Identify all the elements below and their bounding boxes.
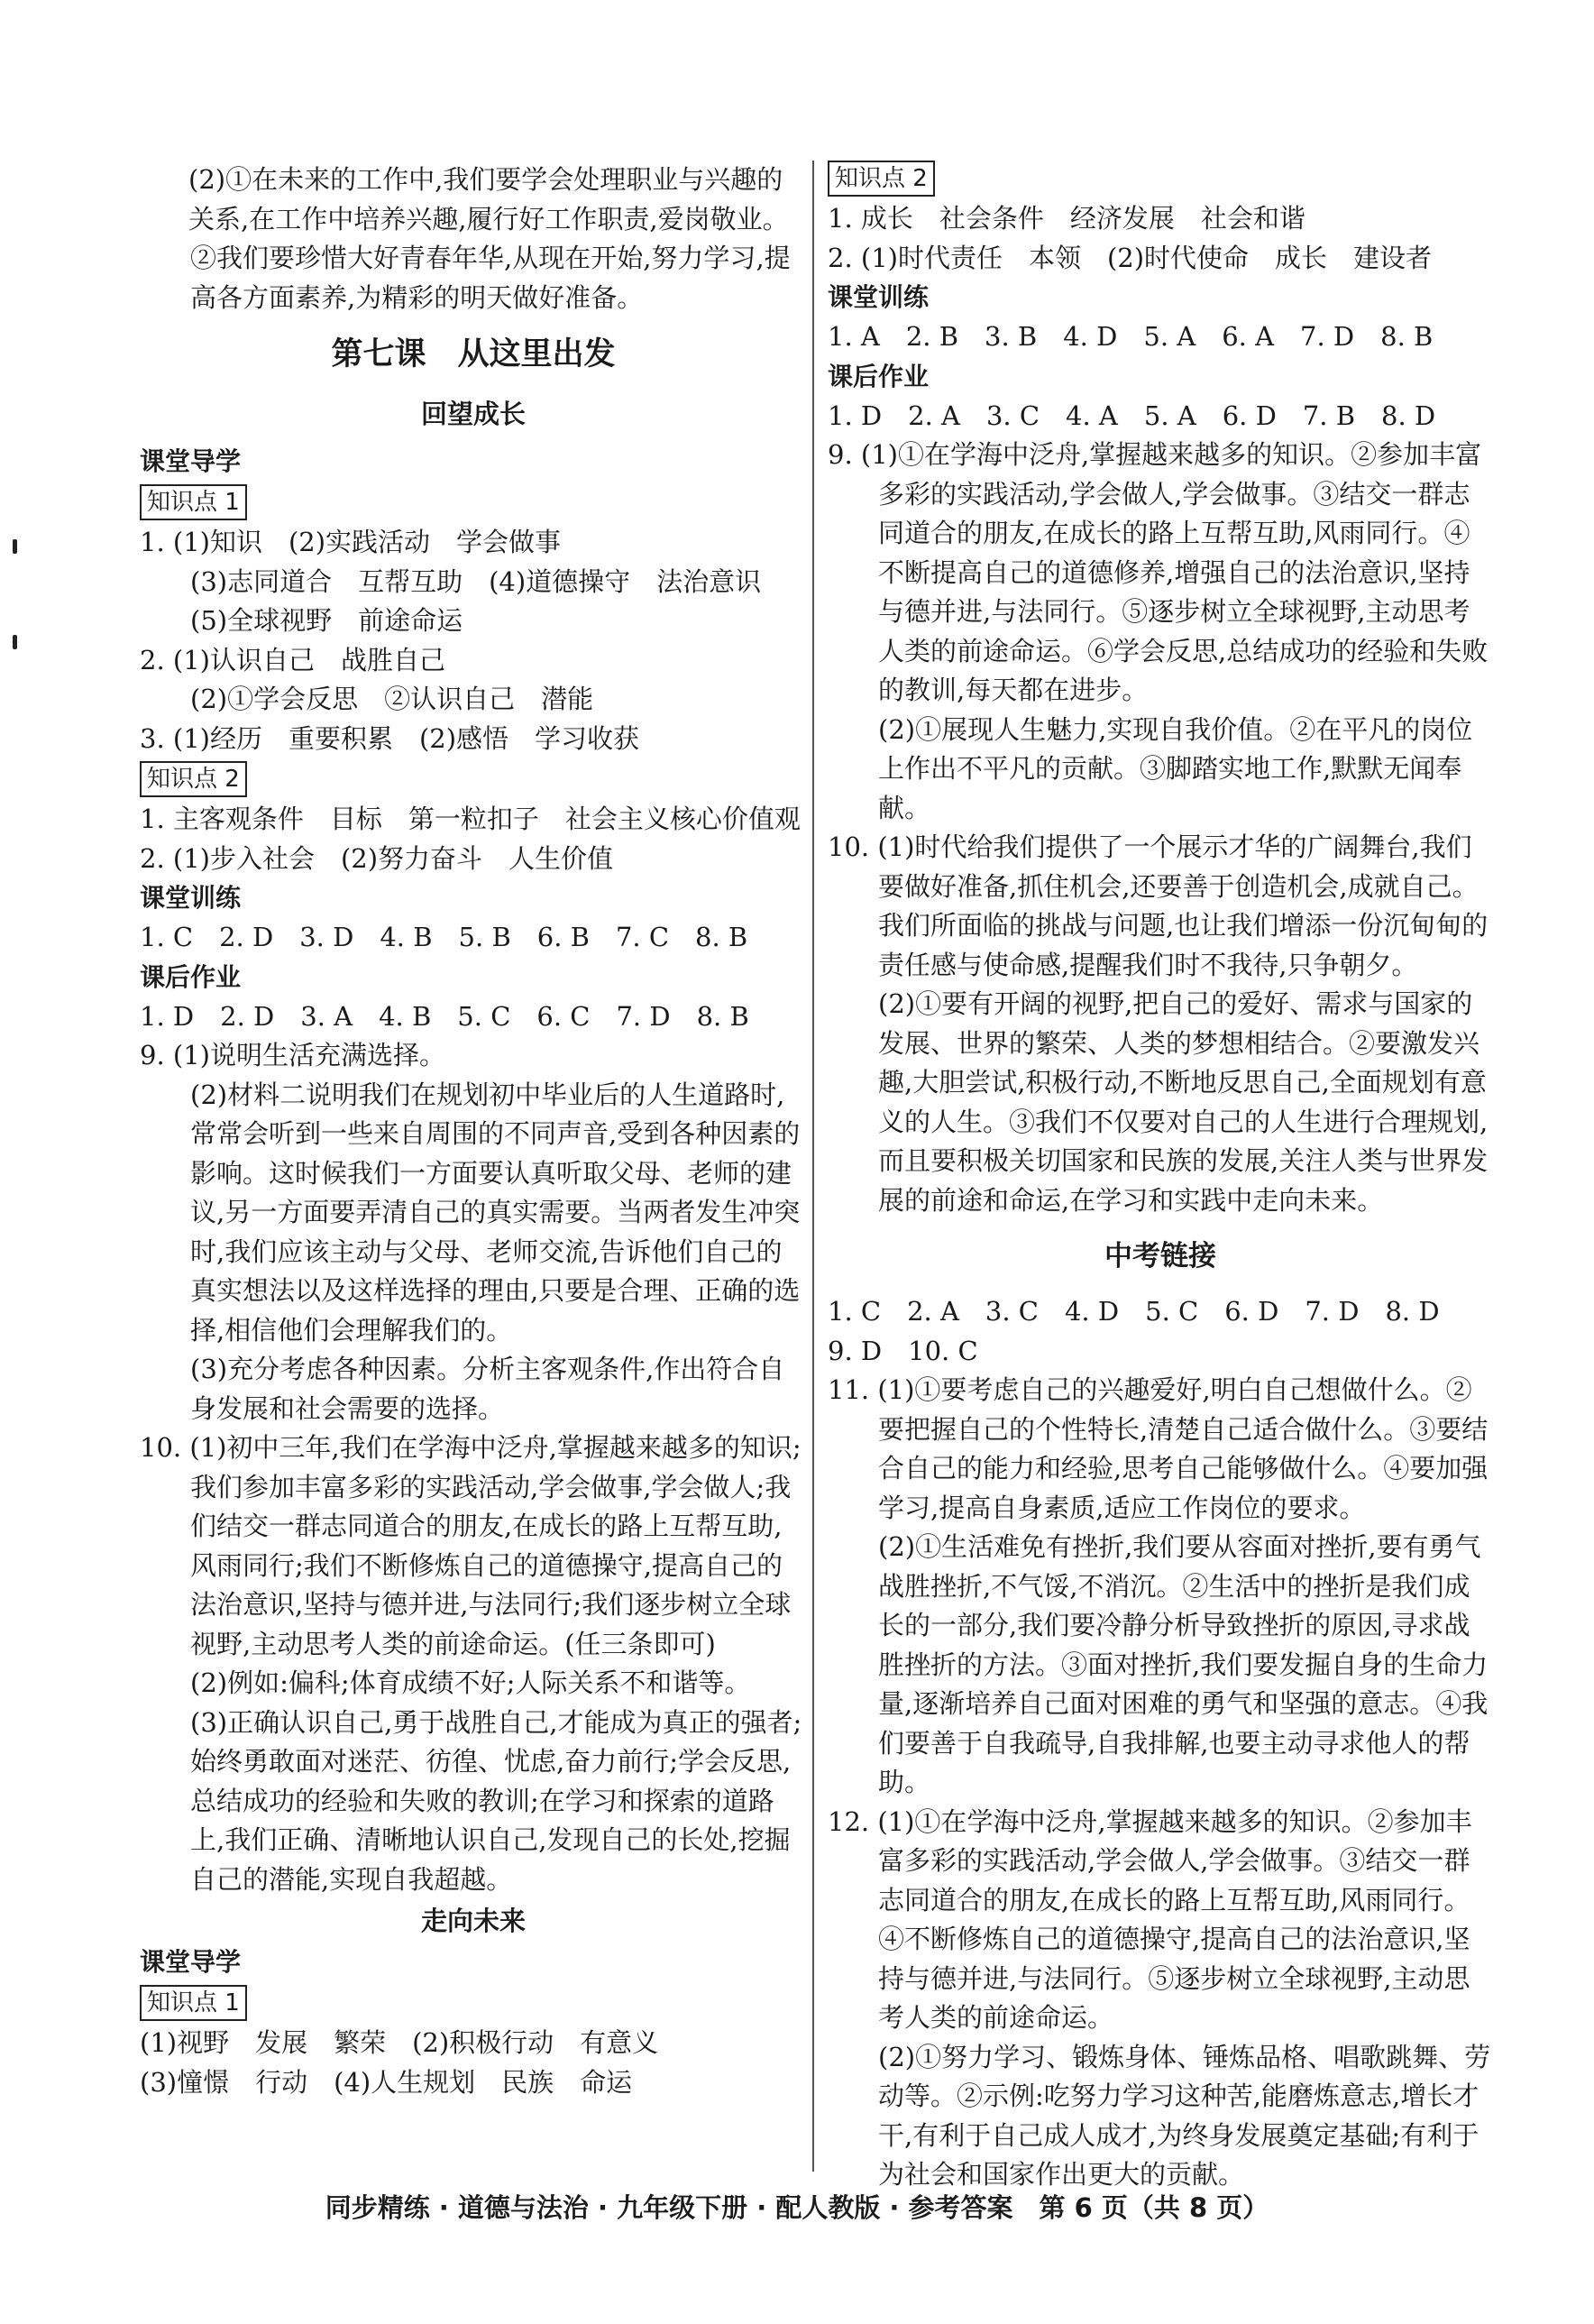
answer-line: 3. (1)经历 重要积累 (2)感悟 学习收获 [140, 722, 640, 754]
intro-para: (2)①在未来的工作中,我们要学会处理职业与兴趣的关系,在工作中培养兴趣,履行好工作职责,爱岗敬业。 [188, 164, 789, 234]
knowledge-point-label: 知识点 1 [140, 484, 247, 520]
section-heading: 课堂导学 [140, 1947, 242, 1977]
intro-para: ②我们要珍惜大好青春年华,从现在开始,努力学习,提高各方面素养,为精彩的明天做好准备。 [190, 243, 791, 313]
column-divider [812, 161, 814, 2172]
answer-line: 1. 成长 社会条件 经济发展 社会和谐 [828, 203, 1305, 234]
section-heading: 课堂训练 [140, 883, 242, 913]
answer-line: 1. (1)知识 (2)实践活动 学会做事 [140, 527, 562, 557]
answer-line: 1. 主客观条件 目标 第一粒扣子 社会主义核心价值观 [140, 804, 801, 834]
lesson-title: 第七课 从这里出发 [331, 336, 616, 372]
question-answer: 10. (1)初中三年,我们在学海中泛舟,掌握越来越多的知识;我们参加丰富多彩的实践活动,学会做事,学会做人;我们结交一群志同道合的朋友,在成长的路上互帮互助,风雨同行;我们不断修炼自己的道德操守,提高自己的法治意识,坚持与德并进,与法同行;我们逐步树立全球视野,主动思考人类的前途命运。(任三条即可) [140, 1432, 802, 1659]
question-answer: 9. (1)①在学海中泛舟,掌握越来越多的知识。②参加丰富多彩的实践活动,学会做人,学会做事。③结交一群志同道合的朋友,在成长的路上互帮互助,风雨同行。④不断提高自己的道德修养,增强自己的法治意识,坚持与德并进,与法同行。⑤逐步树立全球视野,主动思考人类的前途命运。⑥学会反思,总结成功的经验和失败的教训,每天都在进步。 [828, 439, 1489, 705]
section-heading: 课堂导学 [140, 446, 242, 476]
question-answer: 11. (1)①要考虑自己的兴趣爱好,明白自己想做什么。②要把握自己的个性特长,清楚自己适合做什么。③要结合自己的能力和经验,思考自己能够做什么。④要加强学习,提高自身素质,适应工作岗位的要求。 [828, 1374, 1489, 1523]
knowledge-point-label: 知识点 2 [828, 161, 935, 197]
choice-answers: 1. D 2. A 3. C 4. A 5. A 6. D 7. B 8. D [828, 400, 1436, 431]
question-answer: 9. (1)说明生活充满选择。 [140, 1040, 445, 1070]
subsection-title: 回望成长 [420, 399, 526, 429]
choice-answers: 9. D 10. C [828, 1335, 978, 1366]
answer-line: (3)志同道合 互帮互助 (4)道德操守 法治意识 [190, 565, 762, 597]
section-heading: 课后作业 [140, 961, 242, 992]
exam-link-title: 中考链接 [1104, 1240, 1216, 1272]
right-column [828, 161, 1493, 2195]
question-answer: 12. (1)①在学海中泛舟,掌握越来越多的知识。②参加丰富多彩的实践活动,学会做人,学会做事。③结交一群志同道合的朋友,在成长的路上互帮互助,风雨同行。④不断修炼自己的道德操守,提高自己的法治意识,坚持与德并进,与法同行。⑤逐步树立全球视野,主动思考人类的前途命运。 [828, 1805, 1472, 2033]
section-heading: 课后作业 [828, 361, 930, 391]
choice-answers: 1. D 2. D 3. A 4. B 5. C 6. C 7. D 8. B [140, 1000, 749, 1032]
answer-line: (5)全球视野 前途命运 [190, 605, 463, 636]
margin-mark [13, 539, 17, 554]
question-answer: (3)正确认识自己,勇于战胜自己,才能成为真正的强者;始终勇敢面对迷茫、彷徨、忧虑,奋力前行;学会反思,总结成功的经验和失败的教训;在学习和探索的道路上,我们正确、清晰地认识自己,发现自己的长处,挖掘自己的潜能,实现自我超越。 [190, 1706, 802, 1895]
knowledge-point-label: 知识点 2 [140, 761, 247, 797]
knowledge-point-label: 知识点 1 [140, 1985, 247, 2021]
answer-line: (1)视野 发展 繁荣 (2)积极行动 有意义 [140, 2027, 659, 2058]
question-answer: (2)①生活难免有挫折,我们要从容面对挫折,要有勇气战胜挫折,不气馁,不消沉。②生活中的挫折是我们成长的一部分,我们要冷静分析导致挫折的原因,寻求战胜挫折的方法。③面对挫折,我们要发掘自身的生命力量,逐渐培养自己面对困难的勇气和坚强的意志。④我们要善于自我疏导,自我排解,也要主动寻求他人的帮助。 [878, 1531, 1489, 1797]
question-answer: (3)充分考虑各种因素。分析主客观条件,作出符合自身发展和社会需要的选择。 [190, 1354, 785, 1424]
question-answer: (2)①展现人生魅力,实现自我价值。②在平凡的岗位上作出不平凡的贡献。③脚踏实地工作,默默无闻奉献。 [878, 713, 1473, 823]
section-heading: 课堂训练 [828, 282, 930, 312]
question-answer: 10. (1)时代给我们提供了一个展示才华的广阔舞台,我们要做好准备,抓住机会,还要善于创造机会,成就自己。我们所面临的挑战与问题,也让我们增添一份沉甸甸的责任感与使命感,提醒我们时不我待,只争朝夕。 [828, 831, 1489, 980]
answer-line: 2. (1)认识自己 战胜自己 [140, 644, 445, 675]
subsection-title: 走向未来 [420, 1906, 526, 1936]
answer-line: (3)憧憬 行动 (4)人生规划 民族 命运 [140, 2066, 633, 2098]
answer-line: 2. (1)时代责任 本领 (2)时代使命 成长 建设者 [828, 242, 1433, 273]
question-answer: (2)例如:偏科;体育成绩不好;人际关系不和谐等。 [190, 1667, 751, 1698]
question-answer: (2)①要有开阔的视野,把自己的爱好、需求与国家的发展、世界的繁荣、人类的梦想相结合。②要激发兴趣,大胆尝试,积极行动,不断地反思自己,全面规划有意义的人生。③我们不仅要对自己的人生进行合理规划,而且要积极关切国家和民族的发展,关注人类与世界发展的前途和命运,在学习和实践中走向未来。 [878, 988, 1489, 1216]
question-answer: (2)①努力学习、锻炼身体、锤炼品格、唱歌跳舞、劳动等。②示例:吃努力学习这种苦,能磨炼意志,增长才干,有利于自己成人成才,为终身发展奠定基础;有利于为社会和国家作出更大的贡献。 [878, 2041, 1491, 2190]
left-column [140, 161, 807, 2102]
answer-line: 2. (1)步入社会 (2)努力奋斗 人生价值 [140, 842, 614, 874]
choice-answers: 1. C 2. D 3. D 4. B 5. B 6. B 7. C 8. B [140, 922, 748, 952]
choice-answers: 1. A 2. B 3. B 4. D 5. A 6. A 7. D 8. B [828, 321, 1434, 352]
question-answer: (2)材料二说明我们在规划初中毕业后的人生道路时,常常会听到一些来自周围的不同声音,受到各种因素的影响。这时候我们一方面要认真听取父母、老师的建议,另一方面要弄清自己的真实需要。当两者发生冲突时,我们应该主动与父母、老师交流,告诉他们自己的真实想法以及这样选择的理由,只要是合理、正确的选择,相信他们会理解我们的。 [190, 1079, 801, 1346]
page-footer: 同步精练 · 道德与法治 · 九年级下册 · 配人教版 · 参考答案 第 6 页（共 8 页） [325, 2192, 1269, 2223]
answer-line: (2)①学会反思 ②认识自己 潜能 [190, 684, 594, 714]
margin-mark [13, 635, 17, 649]
choice-answers: 1. C 2. A 3. C 4. D 5. C 6. D 7. D 8. D [828, 1296, 1440, 1327]
